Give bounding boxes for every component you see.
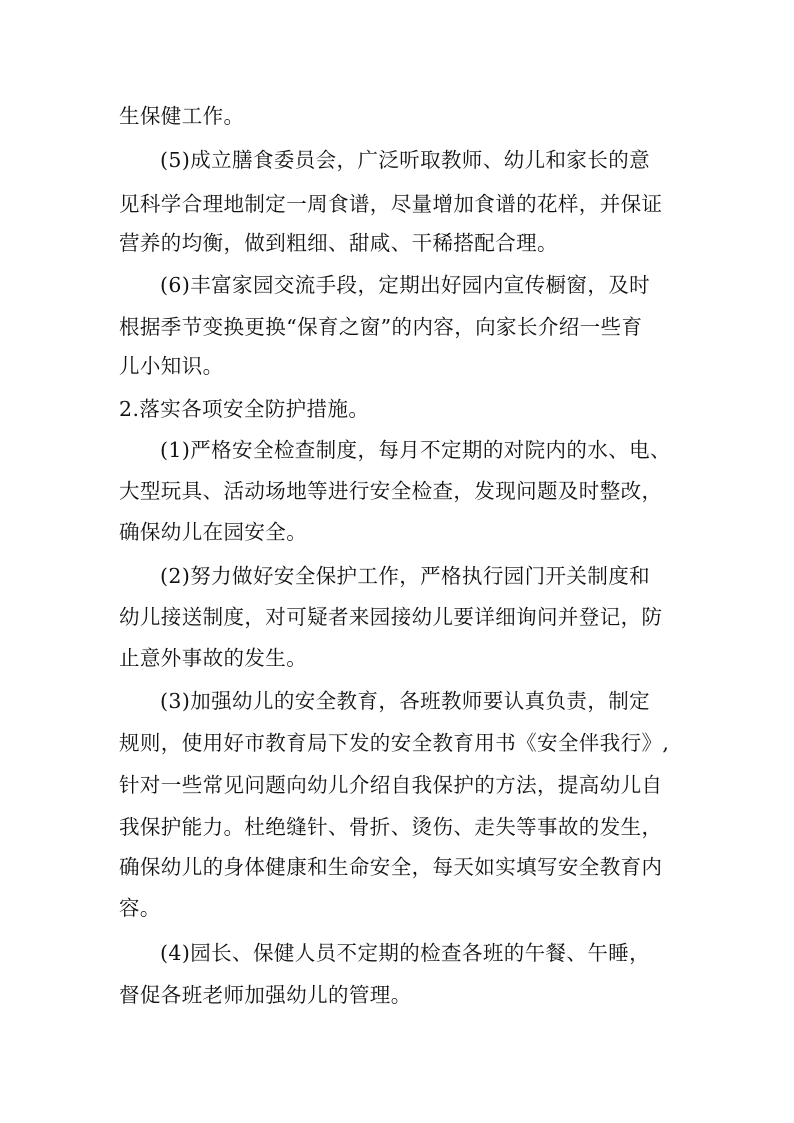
text-line: 止意外事故的发生。 bbox=[119, 646, 308, 670]
text-line: 营养的均衡，做到粗细、甜咸、干稀搭配合理。 bbox=[119, 231, 558, 255]
text-line: (1)严格安全检查制度，每月不定期的对院内的水、电、 bbox=[160, 438, 671, 462]
text-line: 规则，使用好市教育局下发的安全教育用书《安全伴我行》, bbox=[119, 731, 670, 755]
text-line: (5)成立膳食委员会，广泛听取教师、幼儿和家长的意 bbox=[160, 148, 651, 172]
section-heading: 2.落实各项安全防护措施。 bbox=[119, 397, 370, 421]
text-line: 督促各班老师加强幼儿的管理。 bbox=[119, 983, 412, 1007]
text-line: 容。 bbox=[119, 896, 161, 920]
text-line: (6)丰富家园交流手段，定期出好园内宣传橱窗，及时 bbox=[160, 273, 651, 297]
text-line: (4)园长、保健人员不定期的检查各班的午餐、午睡， bbox=[160, 941, 651, 965]
text-line: (3)加强幼儿的安全教育，各班教师要认真负责，制定 bbox=[160, 689, 651, 713]
text-line: 我保护能力。杜绝缝针、骨折、烫伤、走失等事故的发生， bbox=[119, 815, 663, 839]
text-line: 针对一些常见问题向幼儿介绍自我保护的方法，提高幼儿自 bbox=[119, 773, 663, 797]
text-line: 大型玩具、活动场地等进行安全检查，发现问题及时整改， bbox=[119, 479, 663, 503]
text-line: 确保幼儿在园安全。 bbox=[119, 520, 308, 544]
text-line: 生保健工作。 bbox=[119, 104, 245, 128]
text-line: 儿小知识。 bbox=[119, 354, 224, 378]
text-line: 见科学合理地制定一周食谱，尽量增加食谱的花样，并保证 bbox=[119, 192, 663, 216]
text-line: (2)努力做好安全保护工作，严格执行园门开关制度和 bbox=[160, 564, 651, 588]
text-line: 幼儿接送制度，对可疑者来园接幼儿要详细询问并登记，防 bbox=[119, 605, 663, 629]
text-line: 根据季节变换更换“保育之窗”的内容，向家长介绍一些育 bbox=[119, 315, 643, 339]
text-line: 确保幼儿的身体健康和生命安全，每天如实填写安全教育内 bbox=[119, 855, 663, 879]
